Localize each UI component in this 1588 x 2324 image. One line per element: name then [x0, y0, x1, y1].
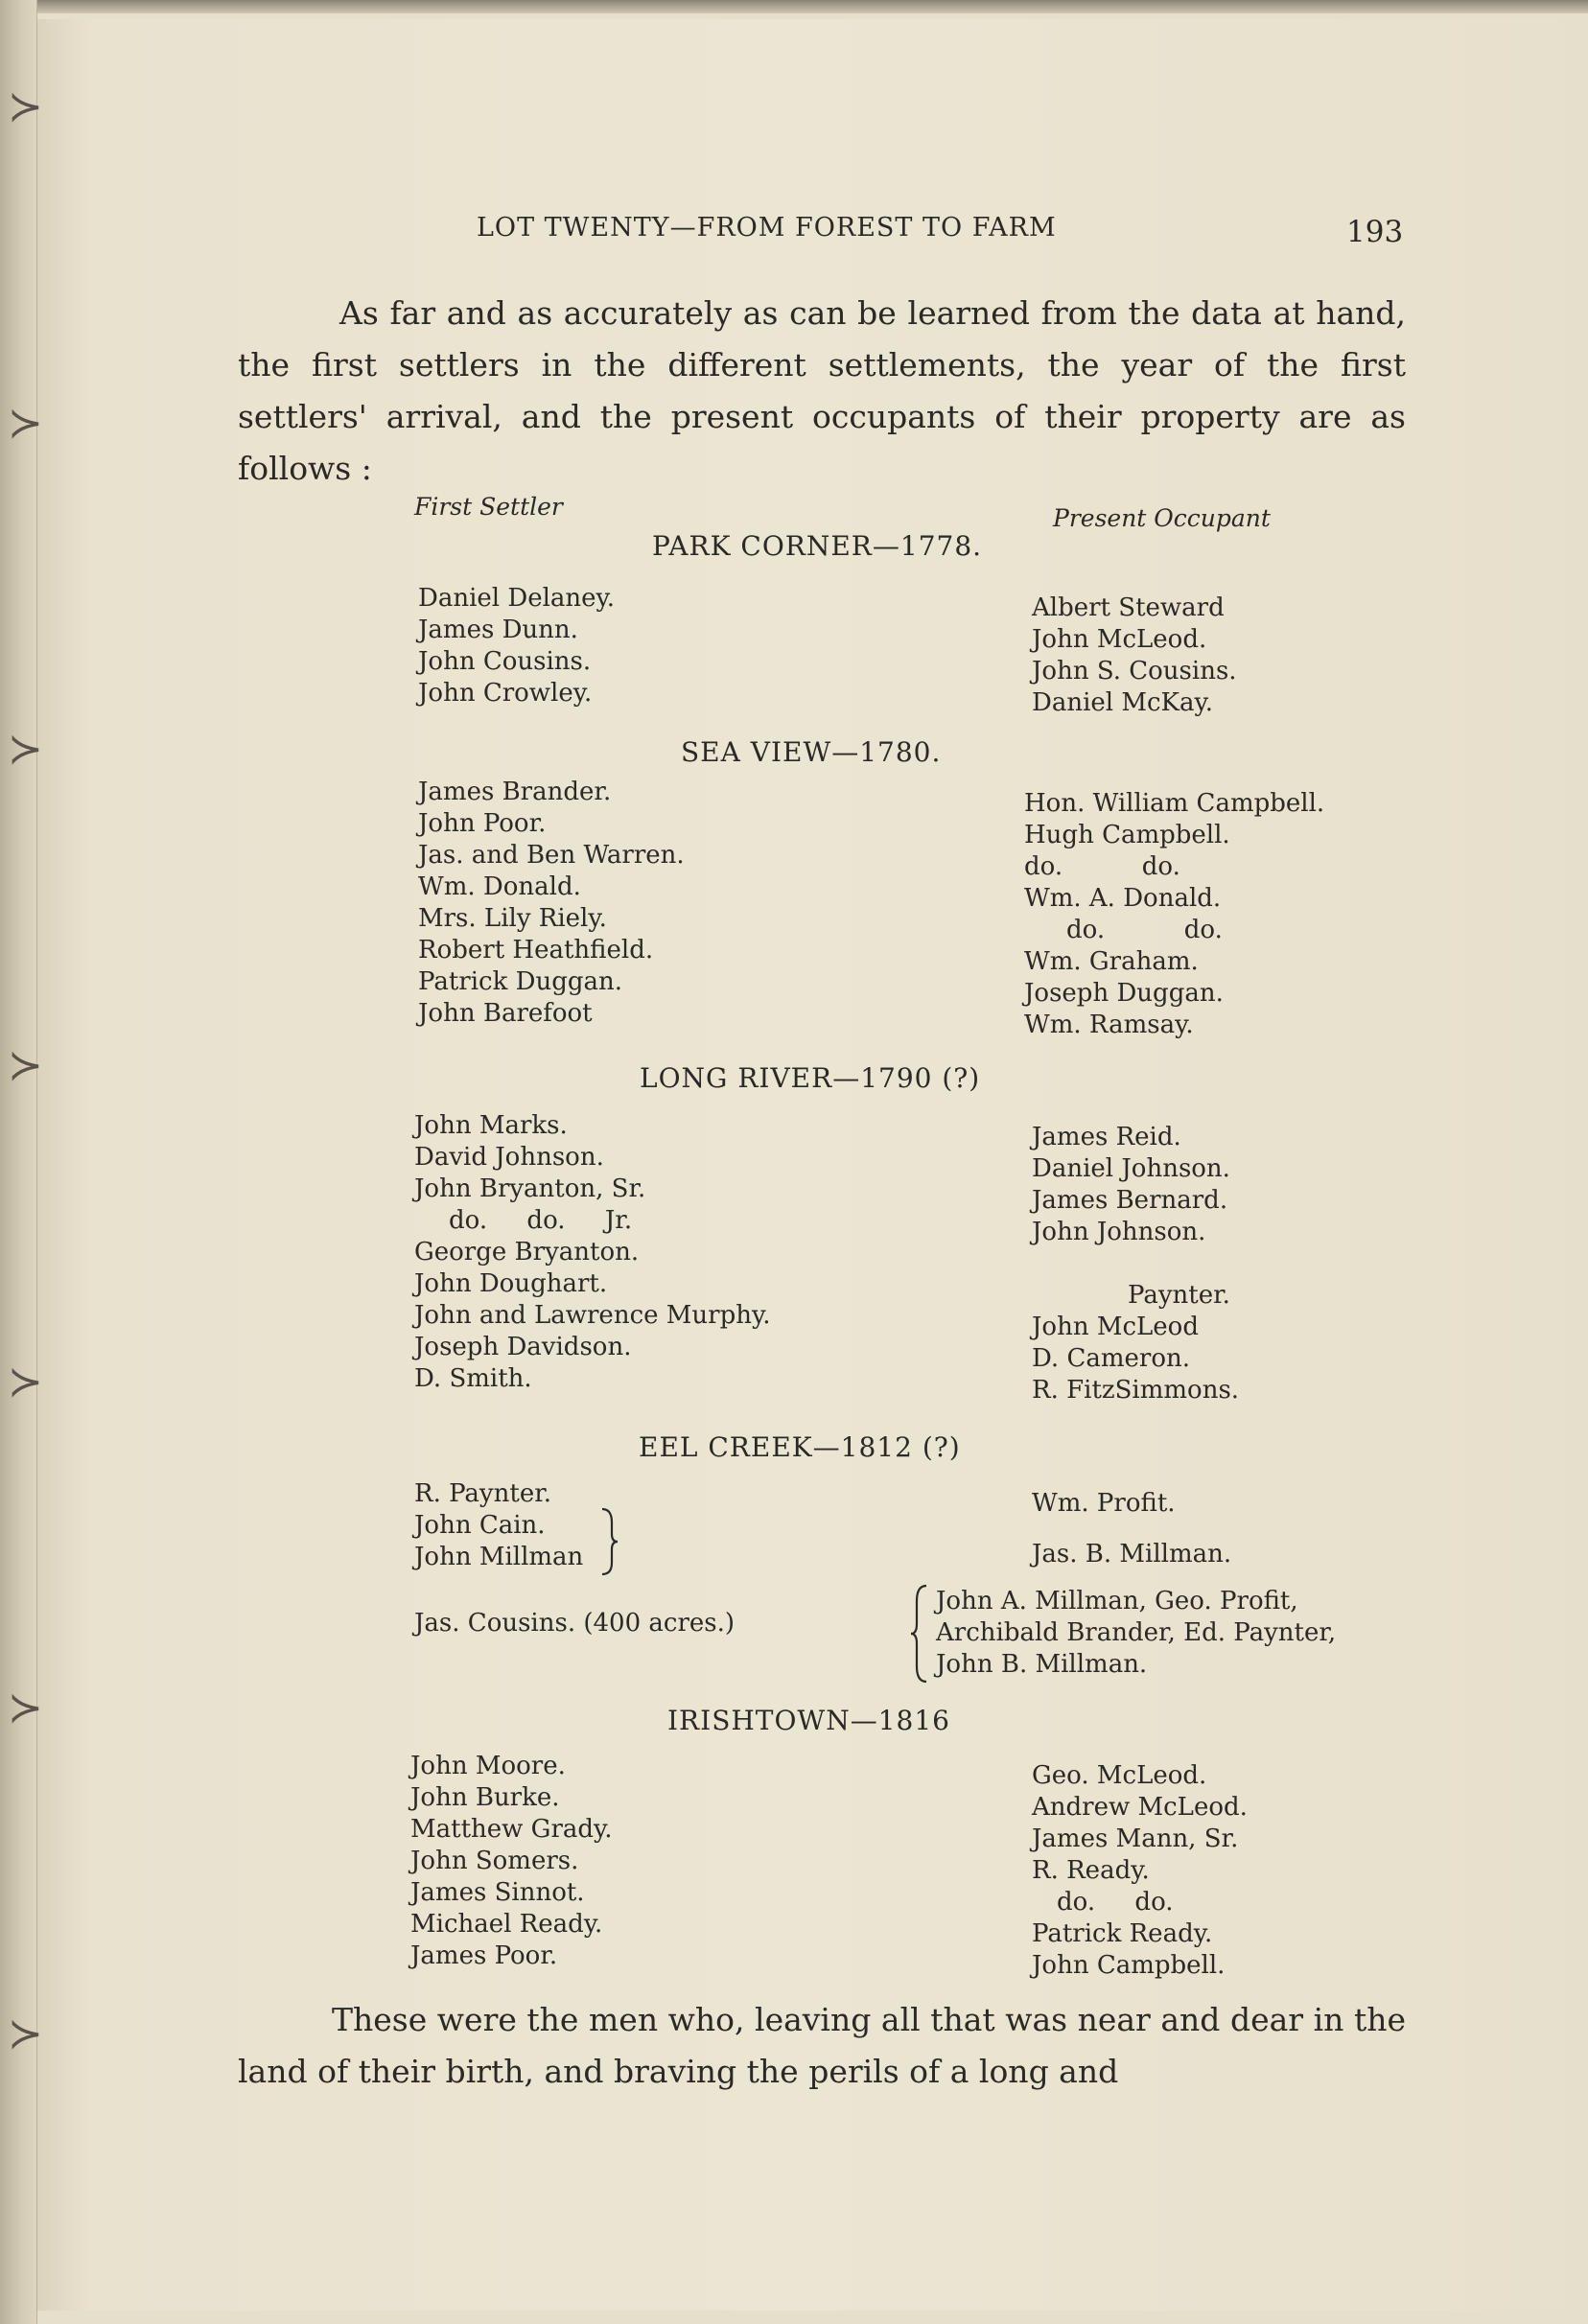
eel-creek-heading: EEL CREEK—1812 (?) [639, 1431, 961, 1463]
settler-name: Wm. Donald. [418, 872, 581, 901]
settler-name: John Marks. [414, 1111, 568, 1140]
occupant-name: Hugh Campbell. [1024, 821, 1230, 849]
intro-paragraph: As far and as accurately as can be learned from the data at hand, the first settlers in the different settlements, the year of the first settlers' arrival, and the present occupants of their property are as follows : [238, 294, 1406, 487]
settler-name: John Moore. [410, 1752, 566, 1780]
settler-name: James Brander. [418, 778, 612, 806]
binding-stitch: ≻ [8, 725, 43, 774]
settler-name: John Millman [414, 1543, 584, 1571]
occupant-name: Patrick Ready. [1032, 1919, 1213, 1948]
occupant-name: John Johnson. [1032, 1218, 1206, 1246]
settler-name: Michael Ready. [410, 1910, 603, 1939]
irishtown-heading: IRISHTOWN—1816 [667, 1705, 950, 1736]
sea-view-heading: SEA VIEW—1780. [681, 736, 942, 768]
settler-name: do. do. Jr. [449, 1206, 633, 1235]
occupant-name: Wm. Profit. [1032, 1489, 1176, 1518]
settler-name: Matthew Grady. [410, 1815, 613, 1844]
spacer [1032, 1520, 1231, 1539]
page-number: 193 [1346, 215, 1404, 249]
settler-name: John Doughart. [414, 1269, 608, 1298]
occupant-name: Andrew McLeod. [1032, 1793, 1248, 1822]
cousins-occupants [936, 1586, 1336, 1681]
occupant-name: R. Ready. [1032, 1856, 1150, 1885]
binding-stitch: ≻ [8, 2010, 43, 2058]
settler-name: D. Smith. [414, 1364, 532, 1393]
long-river-settlers [414, 1110, 770, 1395]
occupant-name: D. Cameron. [1032, 1344, 1190, 1373]
occupant-name: Joseph Duggan. [1024, 979, 1224, 1008]
park-corner-heading: PARK CORNER—1778. [652, 530, 983, 562]
long-river-heading: LONG RIVER—1790 (?) [640, 1062, 981, 1094]
occupant-name: John McLeod. [1032, 625, 1207, 654]
sea-view-occupants [1024, 788, 1324, 1041]
occupant-name: Geo. McLeod. [1032, 1761, 1207, 1790]
occupant-name: Wm. A. Donald. [1024, 884, 1222, 913]
occupant-name: Hon. William Campbell. [1024, 789, 1325, 818]
running-header: LOT TWENTY—FROM FOREST TO FARM [477, 213, 1057, 243]
park-corner-occupants [1032, 593, 1237, 719]
occupant-name: R. FitzSimmons. [1032, 1376, 1240, 1405]
closing-paragraph: These were the men who, leaving all that was near and dear in the land of their birth, and braving the perils of a long and [238, 2001, 1406, 2090]
settler-name: John and Lawrence Murphy. [414, 1301, 771, 1330]
occupant-name: Albert Steward [1032, 593, 1225, 622]
settler-name: Robert Heathfield. [418, 936, 654, 964]
blank-entry [1032, 1248, 1239, 1280]
irishtown-occupants [1032, 1760, 1248, 1982]
settler-name: John Bryanton, Sr. [414, 1174, 646, 1203]
occupant-name: Wm. Ramsay. [1024, 1011, 1194, 1039]
page-top-edge [0, 0, 1588, 13]
occupant-name: Jas. B. Millman. [1032, 1540, 1232, 1569]
settler-name: David Johnson. [414, 1143, 604, 1172]
binding-stitch: ≻ [8, 1041, 43, 1090]
settler-name: John Poor. [418, 809, 547, 838]
settler-name: Joseph Davidson. [414, 1333, 632, 1361]
long-river-occupants [1032, 1122, 1239, 1406]
settler-name: Patrick Duggan. [418, 967, 622, 996]
settler-name: John Barefoot [418, 999, 593, 1028]
settler-name: John Burke. [410, 1783, 560, 1812]
sea-view-settlers [418, 777, 685, 1030]
eel-creek-settlers [414, 1478, 583, 1573]
occupant-name: Archibald Brander, Ed. Paynter, [936, 1618, 1337, 1647]
occupant-name: do. do. [1066, 916, 1223, 944]
park-corner-settlers [418, 583, 615, 709]
occupant-name: Daniel Johnson. [1032, 1154, 1230, 1183]
occupant-name: John B. Millman. [936, 1650, 1148, 1679]
binding-stitch: ≻ [8, 1358, 43, 1406]
occupant-name: Daniel McKay. [1032, 688, 1213, 717]
settler-name: George Bryanton. [414, 1238, 640, 1267]
occupant-name: John A. Millman, Geo. Profit, [936, 1587, 1298, 1615]
settler-name: James Dunn. [418, 616, 578, 644]
book-spine [0, 0, 43, 2324]
settler-name: John Cain. [414, 1511, 546, 1540]
settler-name: John Crowley. [418, 679, 593, 708]
irishtown-settlers [410, 1751, 613, 1972]
settler-name: James Poor. [410, 1941, 558, 1970]
occupant-name: John McLeod [1032, 1313, 1199, 1341]
eel-creek-occupants [1032, 1488, 1231, 1570]
occupant-name: John Campbell. [1032, 1951, 1226, 1980]
binding-stitch: ≻ [8, 82, 43, 131]
present-occupant-heading: Present Occupant [1053, 504, 1271, 532]
occupant-name: Paynter. [1128, 1281, 1230, 1310]
occupant-name: James Mann, Sr. [1032, 1824, 1239, 1853]
settler-name: Daniel Delaney. [418, 584, 616, 613]
occupant-name: John S. Cousins. [1032, 657, 1237, 686]
right-brace [598, 1507, 621, 1576]
occupant-name: James Reid. [1032, 1123, 1181, 1151]
settler-name: R. Paynter. [414, 1479, 552, 1508]
settler-name: John Somers. [410, 1847, 579, 1875]
occupant-name: James Bernard. [1032, 1186, 1228, 1215]
first-settler-heading: First Settler [414, 493, 563, 521]
settler-name: Mrs. Lily Riely. [418, 904, 607, 933]
occupant-name: do. do. [1057, 1888, 1174, 1917]
cousins-settler: Jas. Cousins. (400 acres.) [414, 1609, 736, 1638]
occupant-name: do. do. [1024, 852, 1180, 881]
binding-stitch: ≻ [8, 399, 43, 448]
settler-name: James Sinnot. [410, 1878, 585, 1907]
settler-name: John Cousins. [418, 647, 592, 676]
occupant-name: Wm. Graham. [1024, 947, 1199, 976]
left-brace [907, 1584, 930, 1684]
binding-stitch: ≻ [8, 1684, 43, 1732]
settler-name: Jas. and Ben Warren. [418, 841, 685, 870]
